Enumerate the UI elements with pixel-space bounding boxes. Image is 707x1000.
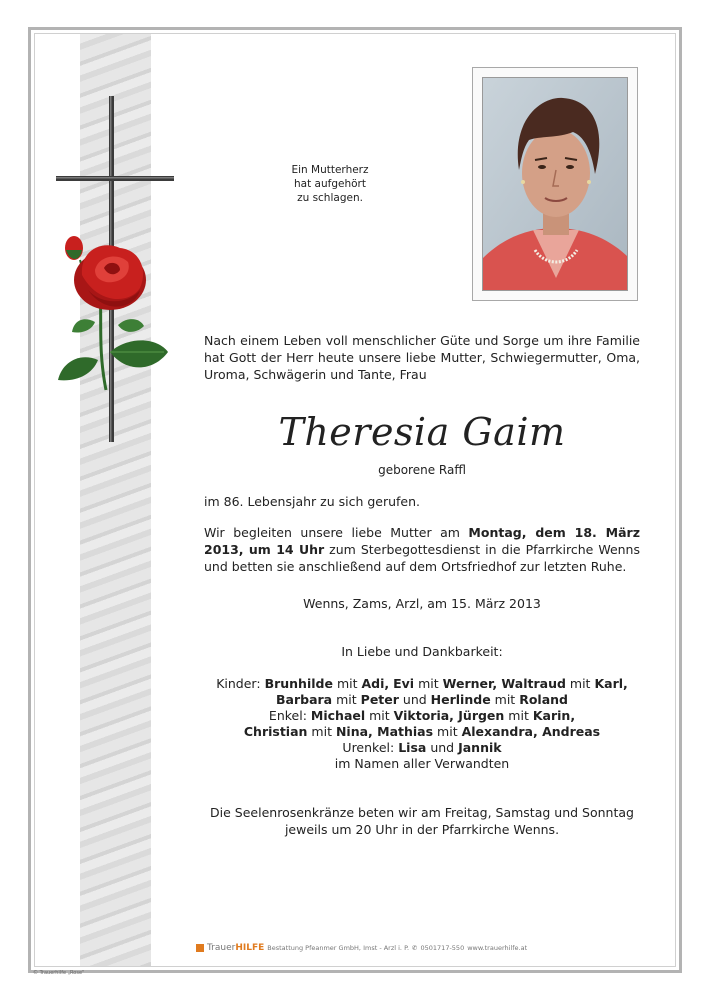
portrait-photo bbox=[482, 77, 628, 291]
footer-web[interactable]: www.trauerhilfe.at bbox=[467, 944, 528, 952]
cross-rose-icon bbox=[40, 90, 180, 450]
kinder-label: Kinder: bbox=[216, 676, 261, 691]
family-name: Adi, bbox=[361, 676, 390, 691]
copyright: © Trauerhilfe „Rose" bbox=[33, 970, 85, 976]
quote-line: zu schlagen. bbox=[297, 192, 363, 204]
family-word: mit bbox=[336, 692, 357, 707]
family-word: mit bbox=[418, 676, 439, 691]
place-date: Wenns, Zams, Arzl, am 15. März 2013 bbox=[303, 596, 541, 611]
quote-line: Ein Mutterherz bbox=[291, 164, 369, 176]
family-word: und bbox=[402, 692, 427, 707]
family-name: Herlinde bbox=[430, 692, 491, 707]
family-line bbox=[204, 708, 640, 724]
family-line bbox=[204, 740, 640, 756]
family-word: mit bbox=[336, 676, 358, 691]
portrait-frame bbox=[472, 67, 638, 301]
family-word: mit bbox=[311, 724, 332, 739]
funeral-post: zum Sterbegottesdienst in die Pfarrkirche Wenns und betten sie anschließend auf dem Ortsfriedhof zur letzten Ruhe. bbox=[204, 542, 640, 574]
footer bbox=[196, 943, 556, 953]
family-name: Christian bbox=[243, 724, 308, 739]
family-line: im Namen aller Verwandten bbox=[334, 756, 510, 771]
logo bbox=[207, 943, 264, 953]
quote-line: hat aufgehört bbox=[294, 178, 366, 190]
deceased-name: Theresia Gaim bbox=[278, 410, 566, 454]
intro-text: Nach einem Leben voll menschlicher Güte und Sorge um ihre Familie hat Gott der Herr heute unsere liebe Mutter, Schwiegermutter, Oma, Uroma, Schwägerin und Tante, Frau bbox=[204, 333, 640, 382]
rosary-text: Die Seelenrosenkränze beten wir am Freitag, Samstag und Sonntag jeweils um 20 Uhr in der Pfarrkirche Wenns. bbox=[210, 805, 634, 837]
family-word: mit bbox=[569, 676, 591, 691]
portrait-image bbox=[483, 78, 628, 291]
family-name: Karl, bbox=[594, 676, 628, 691]
funeral-text bbox=[204, 524, 640, 575]
enkel-label: Enkel: bbox=[268, 708, 307, 723]
logo-hilfe: HILFE bbox=[235, 943, 265, 953]
family-line bbox=[204, 692, 640, 708]
family-name: Brunhilde bbox=[264, 676, 333, 691]
footer-company: Bestattung Pfeanmer GmbH, Imst - Arzl i. P. bbox=[267, 944, 410, 952]
family-name: Werner, Waltraud bbox=[442, 676, 566, 691]
family-word: mit bbox=[369, 708, 390, 723]
urenkel-label: Urenkel: bbox=[342, 740, 395, 755]
thanks-line: In Liebe und Dankbarkeit: bbox=[341, 644, 503, 659]
family-name: Alexandra, Andreas bbox=[461, 724, 601, 739]
family-word: mit bbox=[508, 708, 529, 723]
family-name: Michael bbox=[310, 708, 366, 723]
family-list bbox=[204, 676, 640, 772]
family-word: und bbox=[430, 740, 455, 755]
family-word: mit bbox=[437, 724, 458, 739]
funeral-pre: Wir begleiten unsere liebe Mutter am bbox=[204, 525, 469, 540]
family-line bbox=[204, 724, 640, 740]
family-name: Roland bbox=[519, 692, 568, 707]
family-name: Nina, Mathias bbox=[335, 724, 434, 739]
family-name: Peter bbox=[360, 692, 399, 707]
footer-phone: 0501717-550 bbox=[420, 944, 465, 952]
family-name: Barbara bbox=[276, 692, 333, 707]
family-line bbox=[204, 676, 640, 692]
family-word: mit bbox=[494, 692, 516, 707]
phone-icon: ✆ bbox=[412, 944, 418, 952]
family-name: Karin, bbox=[532, 708, 576, 723]
quote bbox=[260, 163, 400, 205]
family-name: Lisa bbox=[398, 740, 427, 755]
age-line: im 86. Lebensjahr zu sich gerufen. bbox=[204, 494, 421, 509]
logo-trauer: Trauer bbox=[207, 943, 236, 953]
funeral-date: Montag, dem 18. März 2013, um 14 Uhr bbox=[204, 525, 640, 557]
logo-icon bbox=[196, 944, 204, 952]
family-name: Evi bbox=[393, 676, 415, 691]
family-name: Viktoria, Jürgen bbox=[393, 708, 505, 723]
maiden-name: geborene Raffl bbox=[378, 463, 466, 477]
family-name: Jannik bbox=[458, 740, 502, 755]
